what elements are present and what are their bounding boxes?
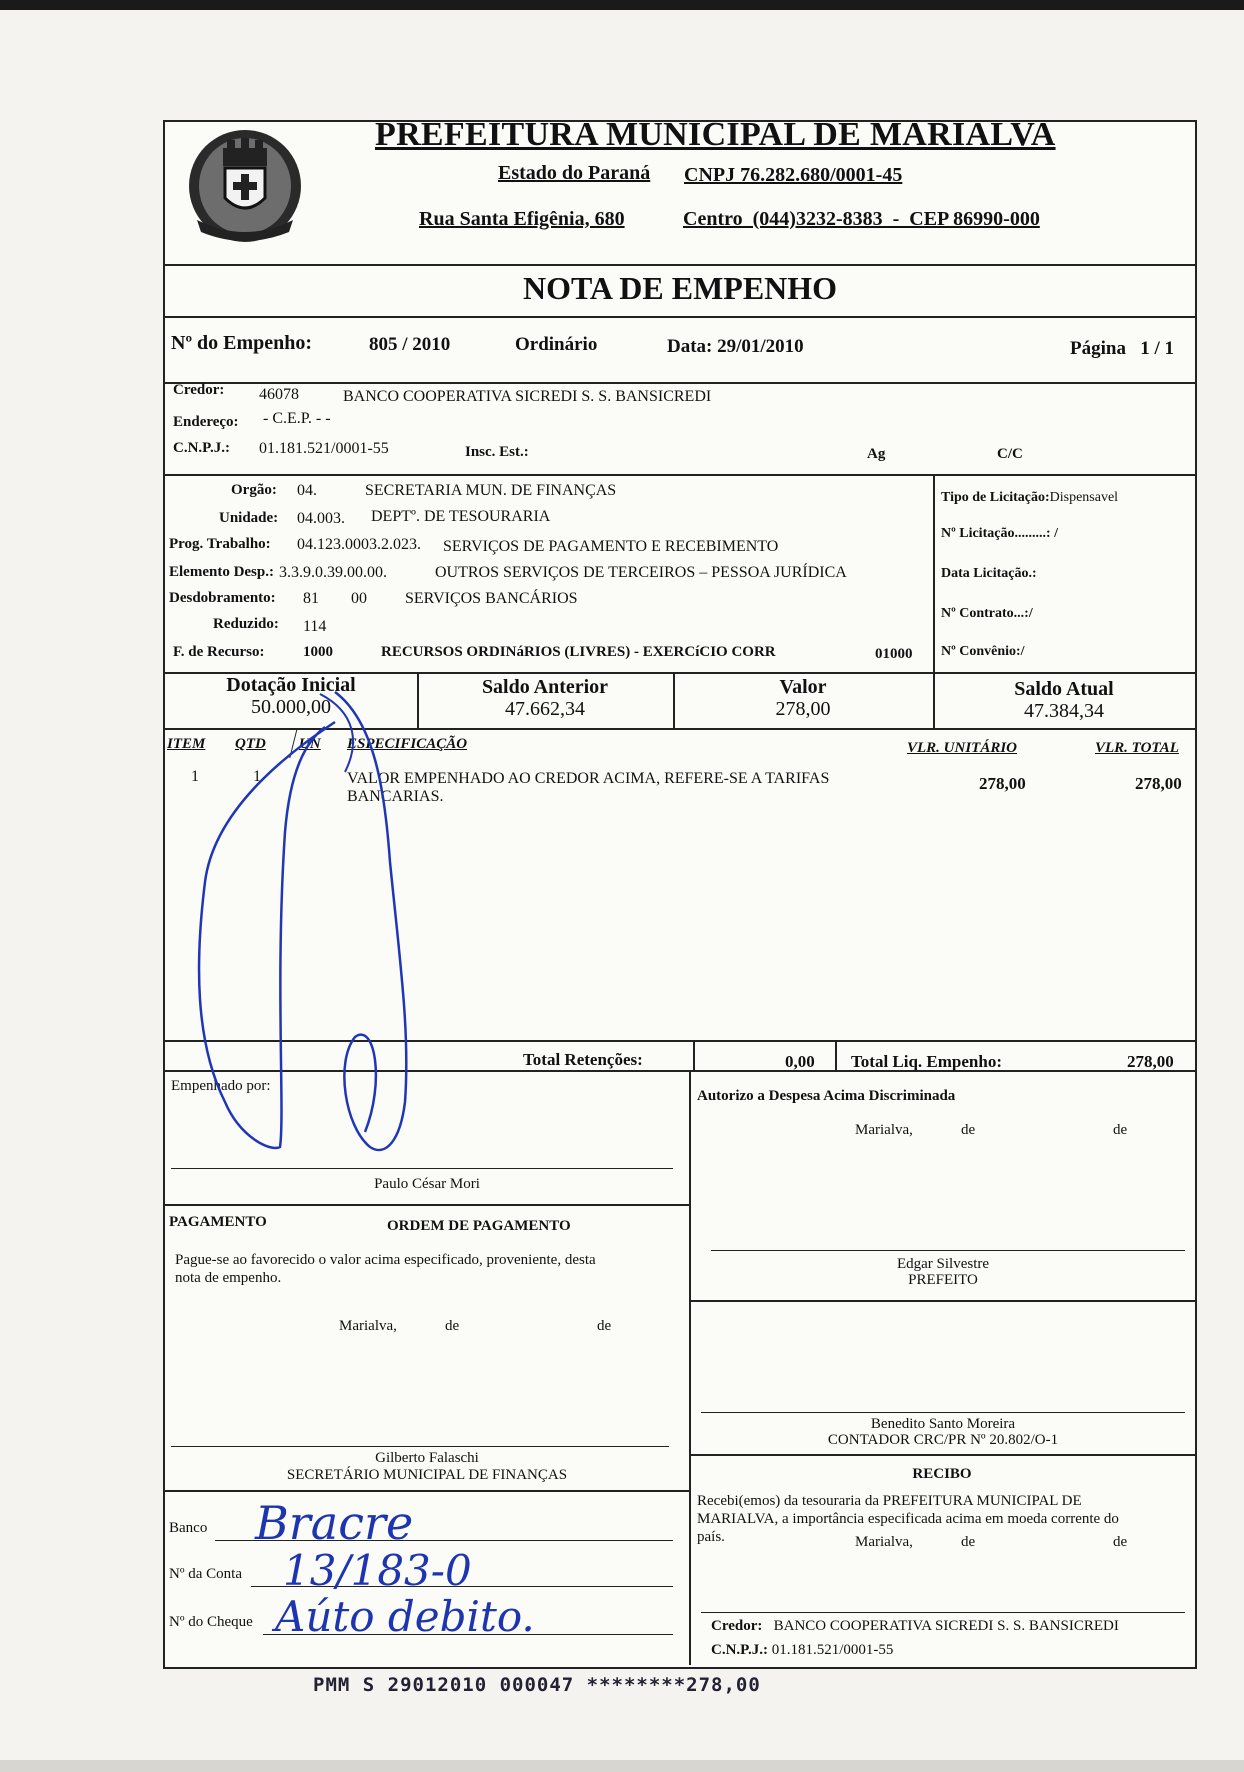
fonte-recurso-label: F. de Recurso:: [173, 644, 265, 660]
payment-stamp: PMM S 29012010 000047 ********278,00: [313, 1674, 761, 1696]
banco-label: Banco: [169, 1520, 208, 1536]
recibo-place: Marialva,: [855, 1534, 913, 1550]
prog-trabalho-name: SERVIÇOS DE PAGAMENTO E RECEBIMENTO: [443, 538, 779, 555]
credor-name: BANCO COOPERATIVA SICREDI S. S. BANSICREDI: [343, 388, 712, 405]
saldo-anterior-value: 47.662,34: [505, 698, 585, 720]
pagamento-text-line2: nota de empenho.: [175, 1270, 282, 1286]
total-liquido-value: 278,00: [1127, 1052, 1174, 1071]
secretario-name: Gilberto Falaschi: [375, 1450, 479, 1466]
valor-label: Valor: [779, 676, 827, 698]
recibo-text-line3: país.: [697, 1529, 725, 1545]
unidade-name: DEPTº. DE TESOURARIA: [371, 508, 551, 525]
col-un-header: UN: [299, 736, 321, 752]
item-spec-line2: BANCARIAS.: [347, 788, 444, 805]
address-contact: Centro (044)3232-8383 - CEP 86990-000: [683, 208, 1040, 230]
prefeito-role: PREFEITO: [908, 1272, 978, 1288]
recibo-credor: Credor: BANCO COOPERATIVA SICREDI S. S. BANSICREDI: [711, 1618, 1119, 1634]
signature-scribble-icon: [185, 682, 445, 1202]
insc-est-label: Insc. Est.:: [465, 444, 529, 460]
nota-de-empenho-form: [163, 116, 1197, 1696]
document-title: NOTA DE EMPENHO: [522, 270, 838, 306]
banco-handwritten: Bracre: [255, 1496, 414, 1550]
desdobramento-label: Desdobramento:: [169, 590, 276, 606]
col-qtd-header: QTD: [235, 736, 266, 752]
agencia-label: Ag: [867, 446, 886, 462]
saldo-atual-value: 47.384,34: [1024, 700, 1104, 722]
scan-bottom-edge: [0, 1760, 1244, 1772]
header-cnpj: CNPJ 76.282.680/0001-45: [684, 164, 903, 186]
empenho-type: Ordinário: [515, 334, 598, 355]
pagamento-place: Marialva,: [339, 1318, 397, 1334]
numero-licitacao: Nº Licitação.........: /: [941, 526, 1058, 541]
empenho-number: 805 / 2010: [369, 334, 451, 355]
col-unit-header: VLR. UNITÁRIO: [907, 740, 1018, 756]
data-licitacao: Data Licitação.:: [941, 566, 1037, 581]
contador-signature-block: [691, 1416, 1195, 1448]
credor-code: 46078: [259, 386, 299, 403]
autorizo-de2: de: [1113, 1122, 1128, 1138]
col-total-header: VLR. TOTAL: [1095, 740, 1179, 756]
credor-cnpj-label: C.N.P.J.:: [173, 440, 230, 456]
street-address: Rua Santa Efigênia, 680: [419, 208, 625, 230]
autorizo-place: Marialva,: [855, 1122, 913, 1138]
fonte-recurso-code: 1000: [303, 644, 333, 660]
ordem-pagamento-title: ORDEM DE PAGAMENTO: [387, 1218, 571, 1234]
empenho-number-label: Nº do Empenho:: [171, 332, 313, 354]
item-spec-line1: VALOR EMPENHADO AO CREDOR ACIMA, REFERE-SE A TARIFAS: [347, 770, 830, 787]
item-unit-value: 278,00: [979, 774, 1026, 793]
secretario-signature-block: [165, 1450, 689, 1484]
saldo-anterior-label: Saldo Anterior: [481, 676, 609, 698]
elemento-desp-code: 3.3.9.0.39.00.00.: [279, 564, 387, 581]
contador-name: Benedito Santo Moreira: [870, 1416, 1016, 1432]
recibo-cnpj: C.N.P.J.: 01.181.521/0001-55: [711, 1642, 894, 1658]
recibo-de1: de: [961, 1534, 976, 1550]
orgao-name: SECRETARIA MUN. DE FINANÇAS: [365, 482, 617, 499]
col-spec-header: ESPECIFICAÇÃO: [347, 736, 468, 752]
desdobramento-sub: 00: [351, 590, 367, 607]
empenho-date: Data: 29/01/2010: [667, 336, 804, 357]
recibo-text-line1: Recebi(emos) da tesouraria da PREFEITURA MUNICIPAL DE: [697, 1493, 1082, 1509]
orgao-code: 04.: [297, 482, 317, 499]
dotacao-inicial-value: 50.000,00: [251, 696, 331, 718]
fonte-recurso-name: RECURSOS ORDINáRIOS (LIVRES) - EXERCíCIO CORR: [381, 644, 776, 660]
valor-value: 278,00: [775, 698, 831, 720]
credor-address: - C.E.P. - -: [263, 410, 331, 427]
reduzido-value: 114: [303, 618, 327, 635]
state-name: Estado do Paraná: [498, 162, 651, 184]
endereco-label: Endereço:: [173, 414, 239, 430]
fonte-recurso-num: 01000: [875, 646, 913, 662]
unidade-code: 04.003.: [297, 510, 345, 527]
credor-label: Credor:: [173, 382, 225, 398]
dotacao-inicial-label: Dotação Inicial: [226, 674, 356, 696]
numero-conta-label: Nº da Conta: [169, 1566, 242, 1582]
credor-cnpj: 01.181.521/0001-55: [259, 440, 389, 457]
conta-handwritten: 13/183-0: [283, 1546, 472, 1595]
recibo-de2: de: [1113, 1534, 1128, 1550]
elemento-desp-label: Elemento Desp.:: [169, 564, 274, 580]
total-retencoes-label: Total Retenções:: [523, 1050, 643, 1069]
municipality-title: PREFEITURA MUNICIPAL DE MARIALVA: [375, 116, 1056, 153]
scan-top-edge: [0, 0, 1244, 10]
item-number: 1: [191, 768, 199, 785]
cheque-handwritten: Aúto debito.: [275, 1592, 535, 1641]
desdobramento-code: 81: [303, 590, 319, 607]
conta-corrente-label: C/C: [997, 446, 1023, 462]
reduzido-label: Reduzido:: [213, 616, 279, 632]
secretario-role: SECRETÁRIO MUNICIPAL DE FINANÇAS: [286, 1467, 568, 1483]
total-retencoes-value: 0,00: [785, 1052, 815, 1071]
item-total-value: 278,00: [1135, 774, 1182, 793]
orgao-label: Orgão:: [231, 482, 277, 498]
autorizo-de1: de: [961, 1122, 976, 1138]
empenhado-signer: Paulo César Mori: [374, 1176, 480, 1192]
pagamento-de1: de: [445, 1318, 460, 1334]
pagamento-title: PAGAMENTO: [169, 1214, 267, 1230]
elemento-desp-name: OUTROS SERVIÇOS DE TERCEIROS – PESSOA JURÍDICA: [435, 564, 847, 581]
autorizo-title: Autorizo a Despesa Acima Discriminada: [697, 1088, 956, 1104]
saldo-atual-label: Saldo Atual: [1014, 678, 1114, 700]
coat-of-arms-icon: [185, 126, 305, 246]
prog-trabalho-code: 04.123.0003.2.023.: [297, 536, 421, 553]
pagamento-text-line1: Pague-se ao favorecido o valor acima especificado, proveniente, desta: [175, 1252, 596, 1268]
prog-trabalho-label: Prog. Trabalho:: [169, 536, 271, 552]
tipo-licitacao-value: Dispensavel: [1049, 490, 1119, 505]
recibo-title: RECIBO: [912, 1466, 972, 1482]
desdobramento-name: SERVIÇOS BANCÁRIOS: [405, 590, 578, 607]
unidade-label: Unidade:: [219, 510, 279, 526]
prefeito-signature-block: [691, 1256, 1195, 1288]
numero-cheque-label: Nº do Cheque: [169, 1614, 253, 1630]
numero-contrato: Nº Contrato...:/: [941, 606, 1033, 621]
contador-role: CONTADOR CRC/PR Nº 20.802/O-1: [827, 1432, 1059, 1448]
numero-convenio: Nº Convênio:/: [941, 644, 1025, 659]
page-indicator: Página 1 / 1: [1070, 338, 1174, 359]
recibo-cnpj-value: 01.181.521/0001-55: [771, 1642, 894, 1658]
pagamento-de2: de: [597, 1318, 612, 1334]
col-item-header: ITEM: [167, 736, 206, 752]
recibo-credor-name: BANCO COOPERATIVA SICREDI S. S. BANSICREDI: [773, 1618, 1119, 1634]
tipo-licitacao-label: Tipo de Licitação:Dispensavel: [941, 490, 1119, 505]
prefeito-name: Edgar Silvestre: [896, 1256, 990, 1272]
recibo-text-line2: MARIALVA, a importância especificada acima em moeda corrente do: [697, 1511, 1119, 1527]
total-liquido-label: Total Liq. Empenho:: [851, 1052, 1002, 1071]
empenhado-por-label: Empenhado por:: [171, 1078, 271, 1094]
item-qtd: 1: [253, 768, 261, 785]
